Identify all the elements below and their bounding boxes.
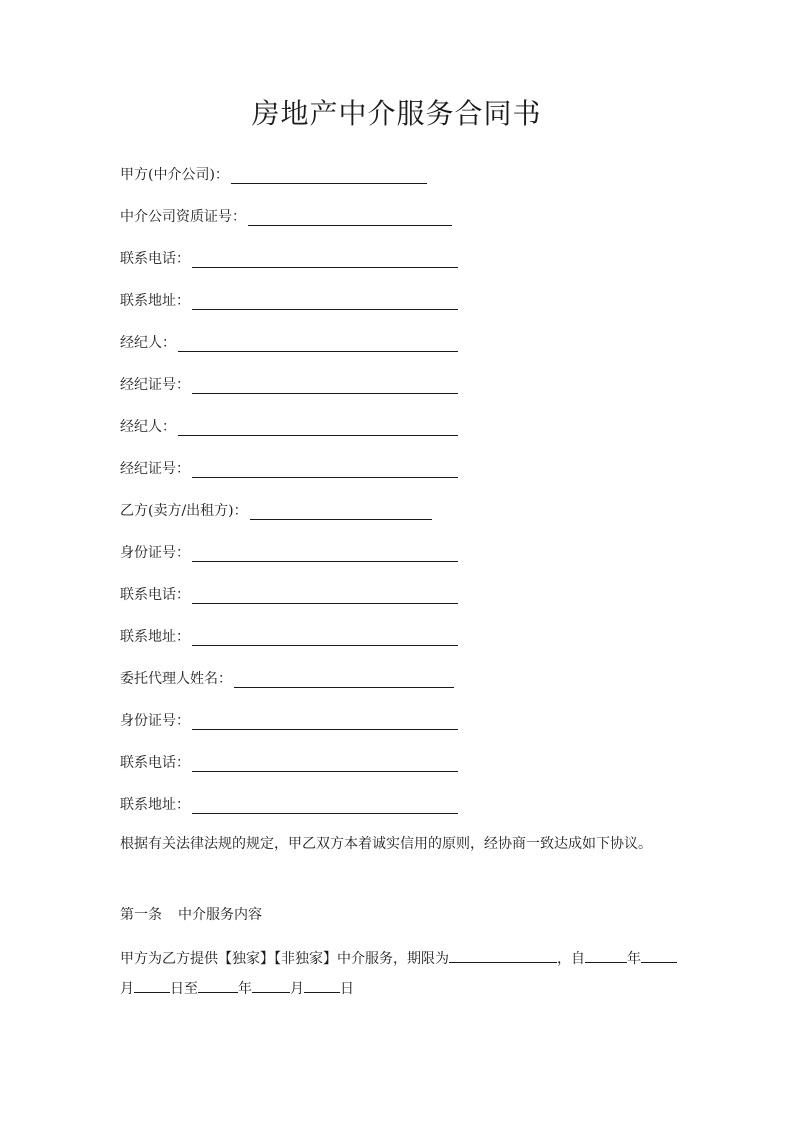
field-agent-address [120, 792, 680, 834]
field-broker-license-2 [120, 456, 680, 498]
field-label: 身份证号： [120, 545, 190, 561]
fill-in-blank[interactable] [234, 666, 454, 688]
field-agent-name [120, 666, 680, 708]
field-label: 经纪证号： [120, 461, 190, 477]
start-year-blank[interactable] [585, 943, 627, 963]
field-broker-license-1 [120, 372, 680, 414]
fill-in-blank[interactable] [192, 288, 458, 310]
field-agency-license-number [120, 204, 680, 246]
fill-in-blank[interactable] [231, 162, 427, 184]
fill-in-blank[interactable] [248, 204, 452, 226]
period-blank[interactable] [449, 943, 557, 963]
clause-text: 月 [120, 981, 134, 997]
field-label: 委托代理人姓名： [120, 671, 232, 687]
field-label: 乙方(卖方/出租方)： [120, 503, 248, 519]
field-party-b-seller [120, 498, 680, 540]
fill-in-blank[interactable] [192, 456, 458, 478]
field-party-a-phone [120, 246, 680, 288]
fill-in-blank[interactable] [178, 414, 458, 436]
clause-text: 甲方为乙方提供【独家】【非独家】中介服务，期限为 [120, 951, 449, 967]
field-label: 联系电话： [120, 251, 190, 267]
end-day-blank[interactable] [304, 973, 340, 993]
field-label: 经纪证号： [120, 377, 190, 393]
field-label: 联系地址： [120, 629, 190, 645]
clause-text: 月 [290, 981, 304, 997]
field-label: 联系地址： [120, 293, 190, 309]
field-label: 经纪人： [120, 335, 176, 351]
clause-text: ，自 [557, 951, 585, 967]
clause-text: 年 [238, 981, 252, 997]
fill-in-blank[interactable] [192, 708, 458, 730]
field-party-b-address [120, 624, 680, 666]
end-month-blank[interactable] [252, 973, 290, 993]
field-label: 中介公司资质证号： [120, 209, 246, 225]
start-day-blank[interactable] [134, 973, 170, 993]
field-party-a-company [120, 162, 680, 204]
end-year-blank[interactable] [198, 973, 238, 993]
service-clause [120, 943, 680, 1003]
field-broker-2 [120, 414, 680, 456]
fill-in-blank[interactable] [192, 750, 458, 772]
field-label: 联系地址： [120, 797, 190, 813]
fill-in-blank[interactable] [192, 540, 458, 562]
field-label: 身份证号： [120, 713, 190, 729]
field-label: 联系电话： [120, 587, 190, 603]
field-party-b-id-number [120, 540, 680, 582]
field-label: 联系电话： [120, 755, 190, 771]
fill-in-blank[interactable] [192, 246, 458, 268]
fill-in-blank[interactable] [178, 330, 458, 352]
clause-text: 日 [340, 981, 354, 997]
article-title: 中介服务内容 [178, 907, 262, 923]
field-agent-id-number [120, 708, 680, 750]
party-info-fields [120, 162, 680, 834]
fill-in-blank[interactable] [192, 582, 458, 604]
fill-in-blank[interactable] [192, 792, 458, 814]
field-agent-phone [120, 750, 680, 792]
clause-text: 日至 [170, 981, 198, 997]
fill-in-blank[interactable] [250, 498, 432, 520]
field-party-a-address [120, 288, 680, 330]
fill-in-blank[interactable] [192, 372, 458, 394]
start-month-blank[interactable] [641, 943, 677, 963]
field-party-b-phone [120, 582, 680, 624]
field-broker-1 [120, 330, 680, 372]
field-label: 甲方(中介公司)： [120, 167, 229, 183]
field-label: 经纪人： [120, 419, 176, 435]
article-number: 第一条 [120, 907, 162, 923]
article-heading [120, 901, 680, 929]
intro-paragraph: 根据有关法律法规的规定，甲乙双方本着诚实信用的原则，经协商一致达成如下协议。 [120, 836, 652, 852]
clause-text: 年 [627, 951, 641, 967]
document-title: 房地产中介服务合同书 [251, 97, 542, 130]
fill-in-blank[interactable] [192, 624, 458, 646]
